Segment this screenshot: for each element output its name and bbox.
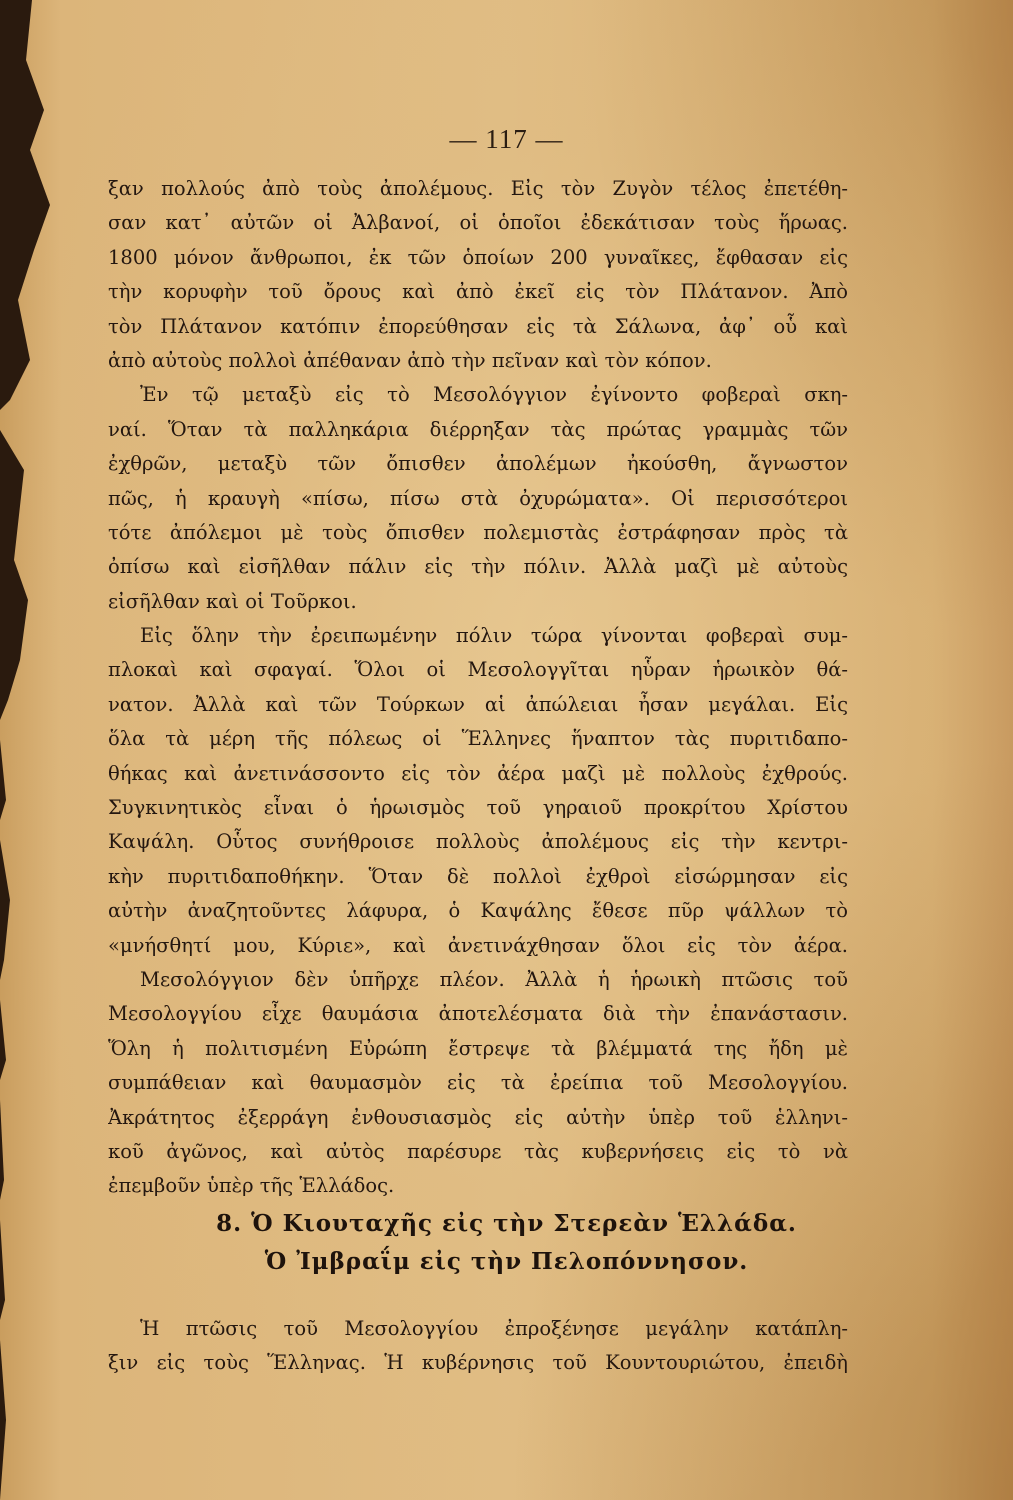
text-line: Καψάλη. Οὗτος συνήθροισε πολλοὺς ἀπολέμους εἰς τὴν κεντρι-: [108, 830, 848, 854]
text-line: «μνήσθητί μου, Κύριε», καὶ ἀνετινάχθησαν ὅλοι εἰς τὸν ἀέρα.: [108, 933, 848, 957]
text-line: πλοκαὶ καὶ σφαγαί. Ὅλοι οἱ Μεσολογγῖται ηὗραν ἡρωικὸν θά-: [108, 658, 848, 682]
text-line: Ἀκράτητος ἐξερράγη ἐνθουσιασμὸς εἰς αὐτὴν ὑπὲρ τοῦ ἑλληνι-: [108, 1105, 848, 1129]
text-line: πῶς, ἡ κραυγὴ «πίσω, πίσω στὰ ὀχυρώματα». Οἱ περισσότεροι: [108, 486, 848, 510]
text-line: τὴν κορυφὴν τοῦ ὄρους καὶ ἀπὸ ἐκεῖ εἰς τὸν Πλάτανον. Ἀπὸ: [108, 280, 848, 304]
text-line: ξιν εἰς τοὺς Ἕλληνας. Ἡ κυβέρνησις τοῦ Κουντουριώτου, ἐπειδὴ: [108, 1351, 848, 1375]
text-line: ναί. Ὅταν τὰ παλληκάρια διέρρηξαν τὰς πρώτας γραμμὰς τῶν: [108, 417, 848, 441]
text-line: συμπάθειαν καὶ θαυμασμὸν εἰς τὰ ἐρείπια τοῦ Μεσολογγίου.: [108, 1071, 848, 1095]
main-text: [108, 172, 848, 1204]
text-line: 1800 μόνον ἄνθρωποι, ἐκ τῶν ὁποίων 200 γυναῖκες, ἔφθασαν εἰς: [108, 245, 848, 269]
text-line: Μεσολογγίου εἶχε θαυμάσια ἀποτελέσματα διὰ τὴν ἐπανάστασιν.: [108, 1002, 848, 1026]
section-text: [108, 1312, 848, 1381]
text-line: ἐχθρῶν, μεταξὺ τῶν ὄπισθεν ἀπολέμων ἠκούσθη, ἄγνωστον: [108, 452, 848, 476]
text-line: ὀπίσω καὶ εἰσῆλθαν πάλιν εἰς τὴν πόλιν. Ἀλλὰ μαζὶ μὲ αὐτοὺς: [108, 555, 848, 579]
text-line: κὴν πυριτιδαποθήκην. Ὅταν δὲ πολλοὶ ἐχθροὶ εἰσώρμησαν εἰς: [108, 864, 848, 888]
section-heading-line-1: 8. Ὁ Κιουταχῆς εἰς τὴν Στερεὰν Ἑλλάδα.: [216, 1210, 797, 1237]
text-line: Συγκινητικὸς εἶναι ὁ ἡρωισμὸς τοῦ γηραιοῦ προκρίτου Χρίστου: [108, 796, 848, 820]
text-line: ἀπὸ αὐτοὺς πολλοὶ ἀπέθαναν ἀπὸ τὴν πεῖναν καὶ τὸν κόπον.: [108, 348, 712, 372]
text-line: σαν κατ᾽ αὐτῶν οἱ Ἀλβανοί, οἱ ὁποῖοι ἐδεκάτισαν τοὺς ἥρωας.: [108, 211, 848, 235]
text-line: ἐπεμβοῦν ὑπὲρ τῆς Ἑλλάδος.: [108, 1174, 395, 1198]
text-line: κοῦ ἀγῶνος, καὶ αὐτὸς παρέσυρε τὰς κυβερνήσεις εἰς τὸ νὰ: [108, 1139, 848, 1163]
text-line: Ὅλη ἡ πολιτισμένη Εὐρώπη ἔστρεψε τὰ βλέμματά της ἤδη μὲ: [108, 1036, 848, 1060]
text-line: εἰσῆλθαν καὶ οἱ Τοῦρκοι.: [108, 589, 357, 613]
text-line: τότε ἀπόλεμοι μὲ τοὺς ὄπισθεν πολεμιστὰς ἐστράφησαν πρὸς τὰ: [108, 520, 848, 544]
text-line: ὅλα τὰ μέρη τῆς πόλεως οἱ Ἕλληνες ἥναπτον τὰς πυριτιδαπο-: [108, 727, 848, 751]
text-line: αὐτὴν ἀναζητοῦντες λάφυρα, ὁ Καψάλης ἔθεσε πῦρ ψάλλων τὸ: [108, 899, 848, 923]
text-line: θήκας καὶ ἀνετινάσσοντο εἰς τὸν ἀέρα μαζὶ μὲ πολλοὺς ἐχθρούς.: [108, 761, 848, 785]
text-line: Εἰς ὅλην τὴν ἐρειπωμένην πόλιν τώρα γίνονται φοβεραὶ συμ-: [140, 624, 848, 648]
section-heading-line-2: Ὁ Ἰμβραΐμ εἰς τὴν Πελοπόννησον.: [264, 1248, 749, 1275]
text-line: ξαν πολλούς ἀπὸ τοὺς ἀπολέμους. Εἰς τὸν Ζυγὸν τέλος ἐπετέθη-: [108, 177, 848, 200]
text-line: Ἐν τῷ μεταξὺ εἰς τὸ Μεσολόγγιον ἐγίνοντο φοβεραὶ σκη-: [140, 383, 848, 407]
page-number: — 117 —: [449, 124, 564, 154]
text-line: νατον. Ἀλλὰ καὶ τῶν Τούρκων αἱ ἀπώλειαι ἦσαν μεγάλαι. Εἰς: [108, 692, 848, 716]
text-line: τὸν Πλάτανον κατόπιν ἐπορεύθησαν εἰς τὰ Σάλωνα, ἀφ᾽ οὗ καὶ: [108, 314, 848, 338]
text-line: Μεσολόγγιον δὲν ὑπῆρχε πλέον. Ἀλλὰ ἡ ἡρωικὴ πτῶσις τοῦ: [140, 967, 848, 991]
torn-edge-shadow: [0, 0, 120, 1500]
text-line: Ἡ πτῶσις τοῦ Μεσολογγίου ἐπροξένησε μεγάλην κατάπλη-: [140, 1317, 848, 1340]
